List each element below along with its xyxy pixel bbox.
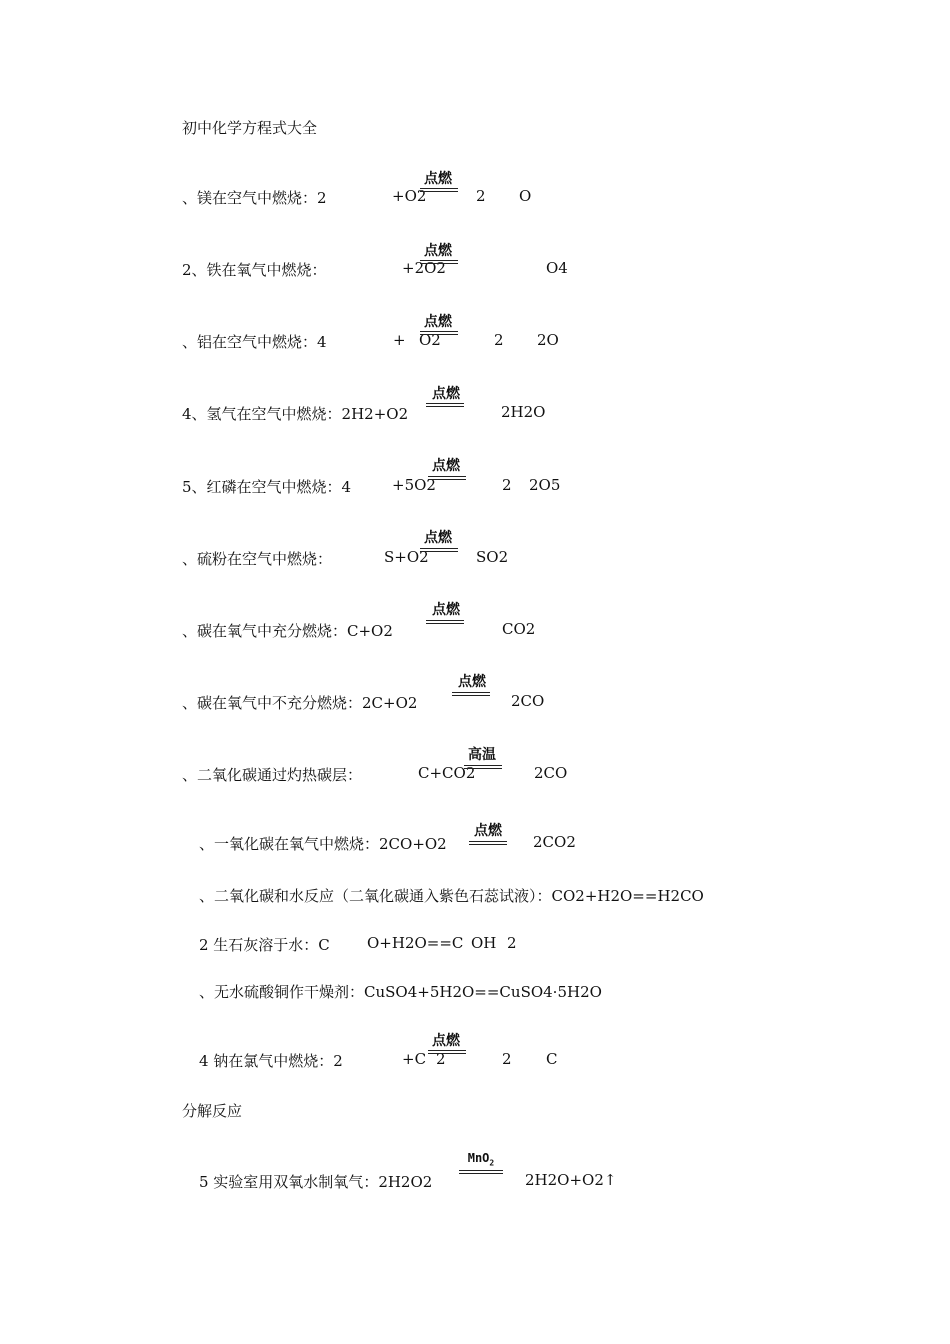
condition: 点燃 — [424, 171, 452, 187]
double-arrow-line — [459, 1170, 503, 1174]
reaction-label: 、二氧化碳通过灼热碳层： — [182, 766, 363, 784]
product: CO2 — [502, 620, 536, 638]
reaction-label: 、碳在氧气中充分燃烧：C+O2 — [182, 622, 393, 640]
reactant-subscript: 2 — [436, 1050, 446, 1068]
double-arrow-line — [464, 765, 502, 769]
product: 2CO — [534, 764, 568, 782]
reactant: C+CO2 — [418, 764, 476, 782]
reaction-label: 5 实验室用双氧水制氧气：2H2O2 — [199, 1173, 433, 1191]
double-arrow-line — [469, 841, 507, 845]
product: 2CO — [511, 692, 545, 710]
product: OH — [471, 934, 497, 952]
product-coefficient: 2 — [502, 476, 512, 494]
double-arrow-line — [426, 620, 464, 624]
reaction-label: 、碳在氧气中不充分燃烧：2C+O2 — [182, 694, 418, 712]
reactant: S+O2 — [384, 548, 429, 566]
reactant: O+H2O==C — [367, 934, 464, 952]
product-coefficient: 2 — [494, 331, 504, 349]
product: SO2 — [476, 548, 509, 566]
condition: 点燃 — [432, 458, 460, 474]
page-title: 初中化学方程式大全 — [182, 119, 318, 137]
product: 2CO2 — [533, 833, 576, 851]
product: 2H2O+O2↑ — [525, 1171, 617, 1189]
double-arrow-line — [428, 476, 466, 480]
product: C — [546, 1050, 558, 1068]
product-coefficient: 2 — [476, 187, 486, 205]
double-arrow-line — [452, 692, 490, 696]
reactant: +C — [402, 1050, 427, 1068]
reactant: O2 — [419, 331, 441, 349]
reaction-label: 4 钠在氯气中燃烧：2 — [199, 1052, 343, 1070]
condition: 点燃 — [424, 243, 452, 259]
reactant: +2O2 — [402, 259, 446, 277]
catalyst-condition: MnO$_2$ — [467, 1151, 495, 1168]
product-subscript: 2 — [507, 934, 517, 952]
product: 2H2O — [501, 403, 546, 421]
condition: 点燃 — [424, 530, 452, 546]
reaction-label: 4、氢气在空气中燃烧：2H2+O2 — [182, 405, 409, 423]
reaction-label: 、铝在空气中燃烧：4 — [182, 333, 327, 351]
section-heading: 分解反应 — [182, 1102, 243, 1120]
plus-sign: + — [393, 331, 406, 349]
reaction-label: 2、铁在氧气中燃烧： — [182, 261, 327, 279]
condition: 点燃 — [424, 314, 452, 330]
double-arrow-line — [420, 260, 458, 264]
reaction-label: 、一氧化碳在氧气中燃烧：2CO+O2 — [199, 835, 447, 853]
reactant: +O2 — [392, 187, 427, 205]
double-arrow-line — [420, 188, 458, 192]
product-coefficient: 2 — [502, 1050, 512, 1068]
double-arrow-line — [420, 331, 458, 335]
reaction-label: 、硫粉在空气中燃烧： — [182, 550, 333, 568]
double-arrow-line — [428, 1050, 466, 1054]
reaction-label: 、镁在空气中燃烧：2 — [182, 189, 327, 207]
double-arrow-line — [426, 403, 464, 407]
condition: 点燃 — [432, 386, 460, 402]
reaction-label: 5、红磷在空气中燃烧：4 — [182, 478, 352, 496]
condition: 点燃 — [432, 602, 460, 618]
condition: 点燃 — [474, 823, 502, 839]
condition: 点燃 — [432, 1033, 460, 1049]
product: 2O — [537, 331, 559, 349]
reaction-13: 、无水硫酸铜作干燥剂：CuSO4+5H2O==CuSO4·5H2O — [199, 983, 602, 1001]
product: 2O5 — [529, 476, 561, 494]
double-arrow-line — [420, 548, 458, 552]
reaction-11: 、二氧化碳和水反应（二氧化碳通入紫色石蕊试液）：CO2+H2O==H2CO — [199, 887, 704, 905]
product: O4 — [546, 259, 568, 277]
product: O — [519, 187, 532, 205]
reactant: +5O2 — [392, 476, 436, 494]
condition: 点燃 — [458, 674, 486, 690]
reaction-label: 2 生石灰溶于水：C — [199, 936, 330, 954]
condition: 高温 — [468, 747, 496, 763]
